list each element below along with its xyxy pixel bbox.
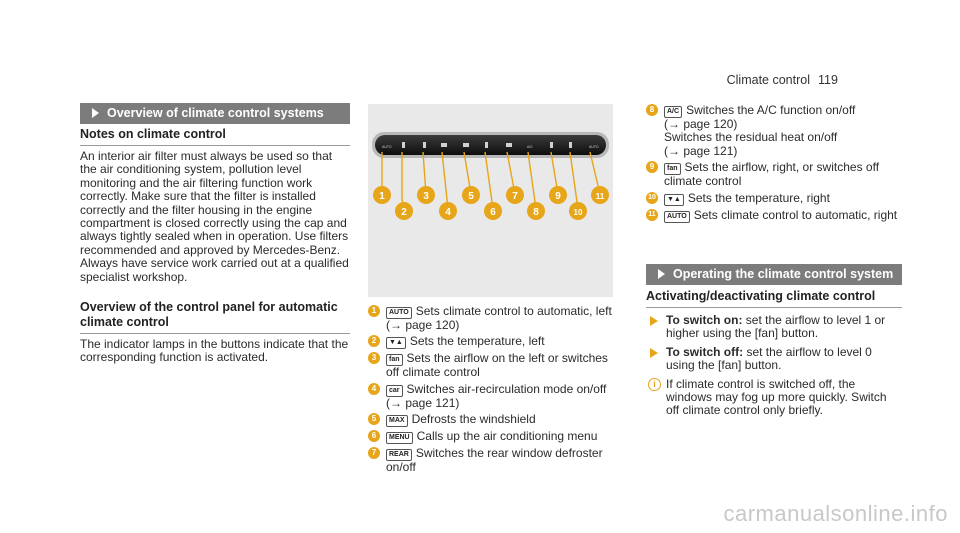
legend-number: 2 bbox=[368, 335, 380, 347]
watermark: carmanualsonline.info bbox=[723, 501, 948, 526]
legend-item-9 bbox=[646, 161, 901, 188]
triangle-icon bbox=[658, 269, 665, 279]
notes-heading: Notes on climate control bbox=[80, 127, 350, 146]
legend-item-6 bbox=[368, 430, 618, 444]
legend-number: 5 bbox=[368, 413, 380, 425]
legend-text: Sets climate control to automatic, right bbox=[693, 207, 898, 222]
callout-10: 10 bbox=[573, 208, 583, 217]
instruction-text: set the airflow to level 0 using the [fan] button. bbox=[666, 344, 872, 373]
legend-text: Sets the airflow on the left or switches off climate control bbox=[386, 351, 608, 380]
button-menu[interactable] bbox=[485, 142, 488, 148]
right-legend-list bbox=[646, 104, 901, 226]
legend-item-4 bbox=[368, 383, 618, 410]
legend-number: 9 bbox=[646, 161, 658, 173]
legend-number: 10 bbox=[646, 192, 658, 204]
instructions bbox=[646, 314, 902, 423]
legend-number: 4 bbox=[368, 383, 380, 395]
control-panel-image bbox=[368, 104, 613, 297]
instruction-label: To switch off: bbox=[666, 344, 744, 359]
legend-text: Switches air-recirculation mode on/off bbox=[406, 381, 607, 396]
button-fan-right[interactable] bbox=[550, 142, 553, 148]
auto-icon: AUTO bbox=[386, 307, 412, 319]
legend-item-2 bbox=[368, 335, 618, 349]
section-bar-overview bbox=[80, 103, 350, 124]
legend-number: 1 bbox=[368, 305, 380, 317]
legend-number: 11 bbox=[646, 209, 658, 221]
page-number: 119 bbox=[818, 73, 838, 87]
callout-9: 9 bbox=[555, 191, 561, 202]
legend-text: Calls up the air conditioning menu bbox=[416, 429, 598, 444]
temperature-icon: ▼▲ bbox=[386, 337, 406, 349]
button-temp-left[interactable] bbox=[402, 142, 405, 148]
legend-number: 3 bbox=[368, 352, 380, 364]
legend-number: 6 bbox=[368, 430, 380, 442]
section-title: Overview of climate control systems bbox=[107, 106, 324, 120]
button-fan-left[interactable] bbox=[423, 142, 426, 148]
button-defrost[interactable] bbox=[463, 143, 469, 147]
ac-icon: A/C bbox=[664, 106, 682, 118]
button-ac[interactable]: A/C bbox=[527, 145, 533, 149]
callout-6: 6 bbox=[490, 207, 496, 218]
header-title: Climate control bbox=[726, 73, 810, 87]
legend-text: Sets the airflow, right, or switches off climate control bbox=[664, 160, 880, 189]
instruction-label: To switch on: bbox=[666, 313, 743, 327]
legend-text: Sets climate control to automatic, left bbox=[415, 304, 612, 318]
callout-1: 1 bbox=[379, 191, 385, 202]
triangle-icon bbox=[92, 108, 99, 118]
section-bar-operating bbox=[646, 264, 902, 285]
legend-number: 8 bbox=[646, 104, 658, 116]
step-arrow-icon bbox=[650, 348, 658, 358]
callout-4: 4 bbox=[445, 207, 451, 218]
page-reference[interactable]: (→ page 121) bbox=[664, 143, 738, 158]
button-temp-right[interactable] bbox=[569, 142, 572, 148]
instruction-switch-on bbox=[646, 314, 902, 341]
legend-text: Switches the rear window defroster on/off bbox=[386, 446, 603, 475]
instruction-text: set the airflow to level 1 or higher using the [fan] button. bbox=[666, 313, 886, 341]
callout-11: 11 bbox=[595, 192, 605, 201]
section-title: Operating the climate control system bbox=[673, 267, 894, 281]
callout-2: 2 bbox=[401, 207, 407, 218]
fan-icon: fan bbox=[386, 354, 403, 366]
button-auto-left[interactable]: AUTO bbox=[382, 145, 392, 149]
step-arrow-icon bbox=[650, 316, 658, 326]
callout-7: 7 bbox=[512, 191, 518, 202]
panel-heading: Overview of the control panel for automatic climate control bbox=[80, 300, 350, 334]
control-panel-illustration bbox=[368, 104, 613, 297]
info-text: If climate control is switched off, the windows may fog up more quickly. Switch off climate control only briefly. bbox=[666, 376, 887, 418]
auto-icon: AUTO bbox=[664, 211, 690, 223]
legend-item-11 bbox=[646, 209, 901, 223]
info-note bbox=[646, 378, 902, 418]
defrost-icon: MAX bbox=[386, 415, 408, 427]
temperature-icon: ▼▲ bbox=[664, 194, 684, 206]
callout-5: 5 bbox=[468, 191, 474, 202]
button-recirc[interactable] bbox=[441, 143, 447, 147]
page-reference[interactable]: (→ page 121) bbox=[386, 395, 460, 410]
legend-item-7 bbox=[368, 447, 618, 474]
callout-3: 3 bbox=[423, 191, 429, 202]
legend-text: Sets the temperature, right bbox=[687, 190, 830, 205]
menu-icon: MENU bbox=[386, 432, 413, 444]
button-auto-right[interactable]: AUTO bbox=[589, 145, 599, 149]
fan-icon: fan bbox=[664, 163, 681, 175]
page-reference[interactable]: (→ page 120) bbox=[386, 318, 460, 332]
legend-text: Defrosts the windshield bbox=[411, 412, 536, 427]
recirculation-icon: car bbox=[386, 385, 403, 397]
legend-item-1 bbox=[368, 305, 618, 332]
legend-number: 7 bbox=[368, 447, 380, 459]
callout-8: 8 bbox=[533, 207, 539, 218]
info-icon: i bbox=[648, 378, 661, 391]
legend-text: Sets the temperature, left bbox=[409, 334, 545, 349]
legend-text-secondary: Switches the residual heat on/off bbox=[664, 130, 838, 145]
instruction-switch-off bbox=[646, 346, 902, 373]
rear-defrost-icon: REAR bbox=[386, 449, 412, 461]
operating-heading: Activating/deactivating climate control bbox=[646, 289, 902, 308]
page-reference[interactable]: (→ page 120) bbox=[664, 117, 738, 131]
legend-text: Switches the A/C function on/off bbox=[686, 103, 856, 117]
legend-item-8 bbox=[646, 104, 901, 158]
notes-text: An interior air filter must always be used so that the air conditioning system, pollution level monitoring and the air filtering function work correctly. Make sure that the filter is installed correctly and the filter housing in the engine compartment is closed correctly using the cap and always tightly sealed when in operation. Use filters recommended and approved by Mercedes-Benz. Always have service work carried out at a qualified specialist workshop. bbox=[80, 149, 349, 284]
legend-list bbox=[368, 305, 618, 478]
legend-item-3 bbox=[368, 352, 618, 379]
button-rear-defrost[interactable] bbox=[506, 143, 512, 147]
panel-text: The indicator lamps in the buttons indicate that the corresponding function is activated. bbox=[80, 337, 349, 365]
legend-item-10 bbox=[646, 192, 901, 206]
legend-item-5 bbox=[368, 413, 618, 427]
